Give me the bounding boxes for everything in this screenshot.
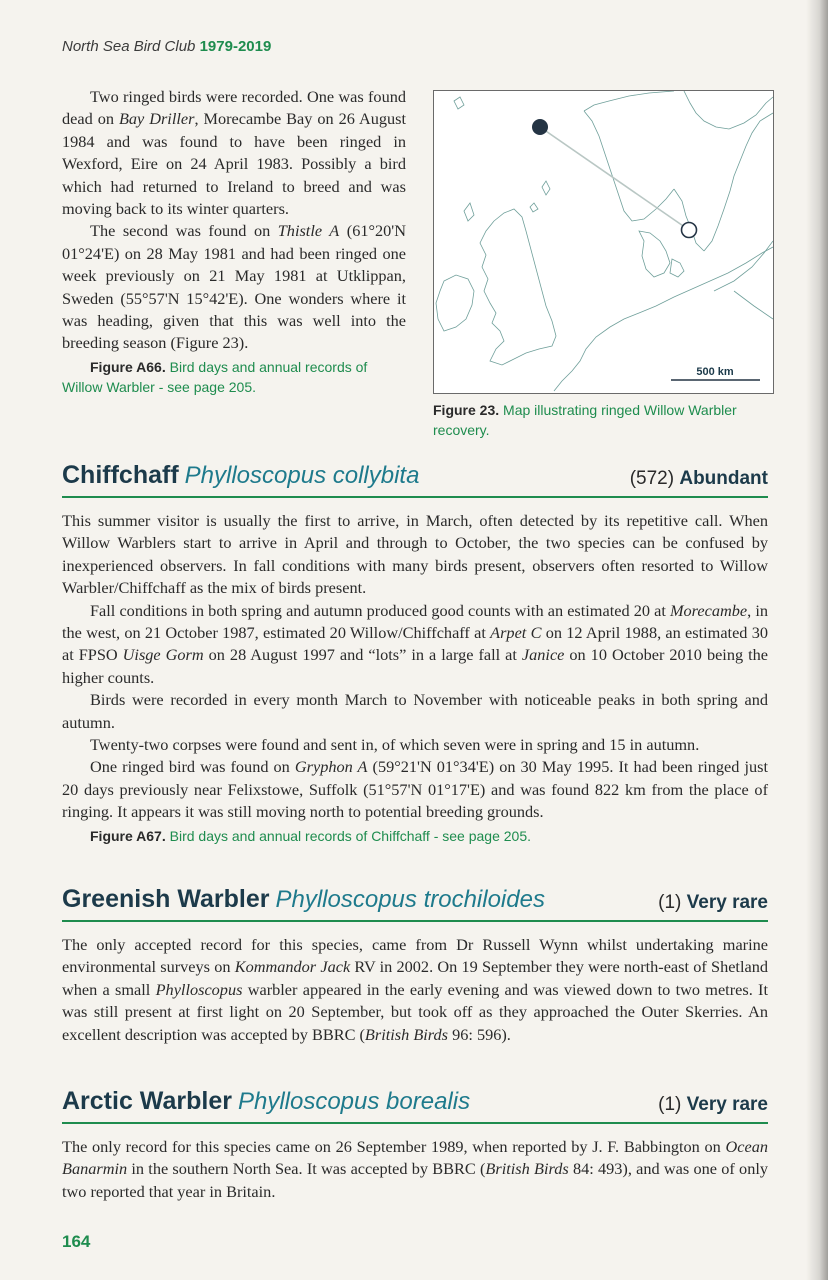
- text-run: Fall conditions in both spring and autumn produced good counts with an estimated 20 at: [90, 600, 670, 620]
- text-run: The only record for this species came on 26 September 1989, when reported by J. F. Babbington on: [62, 1137, 726, 1156]
- text-run: , Morecambe Bay on 26 August 1984 and was found to have been ringed in Wexford, Eire on 24 April 1983. Possibly a bird which had returned to Ireland to breed and was moving back to its winter quarters.: [62, 109, 406, 219]
- species-heading: [62, 456, 768, 498]
- species-body: [62, 934, 768, 1046]
- species-entry-greenish-warbler: [62, 880, 768, 1046]
- status-word: Very rare: [686, 892, 768, 913]
- text-run: warbler appeared in the early evening and was viewed down to two metres. It was still present at first light on 20 September, but took off as they approached the Outer Skerries. An excellent description was accepted by BBRC (: [62, 979, 768, 1044]
- figure-23-caption: [433, 400, 783, 440]
- text-run-italic: Thistle A: [277, 221, 340, 241]
- common-name: Greenish Warbler: [62, 885, 270, 913]
- scale-bar-label: 500 km: [696, 366, 734, 378]
- intro-paragraph-1: [62, 86, 406, 220]
- species-name: [62, 1087, 470, 1116]
- text-run-italic: Bay Driller: [118, 109, 195, 129]
- text-run-italic: Ocean Banarmin: [62, 1137, 768, 1179]
- ringing-site-marker: [682, 223, 697, 238]
- species-status: [630, 468, 768, 490]
- common-name: Chiffchaff: [62, 461, 179, 489]
- text-run: 84: 493), and was one of only two reported that year in Britain.: [62, 1159, 769, 1201]
- paragraph: [62, 756, 768, 823]
- text-run: One ringed bird was found on: [90, 757, 295, 777]
- text-run: The second was found on: [90, 221, 278, 241]
- status-word: Abundant: [679, 468, 768, 489]
- page-number: 164: [62, 1232, 91, 1251]
- species-body: [62, 1136, 768, 1203]
- running-head: [62, 38, 271, 55]
- recovery-site-marker: [532, 119, 548, 135]
- figure-a66-caption: [62, 357, 406, 397]
- text-run: (59°21'N 01°34'E) on 30 May 1995. It had been ringed just 20 days previously near Felixstowe, Suffolk (51°57'N 01°17'E) and was found 822 km from the place of ringing. It appears it was still moving north to potential breeding grounds.: [62, 757, 768, 822]
- map-svg: [434, 91, 773, 393]
- paragraph: Twenty-two corpses were found and sent in, of which seven were in spring and 15 in autumn.: [90, 735, 700, 755]
- page-gutter-shadow: [806, 0, 828, 1280]
- species-name: [62, 885, 545, 914]
- caption-text: Bird days and annual records of Willow Warbler - see page 205.: [62, 358, 368, 395]
- text-run-italic: Phylloscopus: [155, 979, 243, 999]
- text-run-italic: Kommandor Jack: [234, 957, 351, 977]
- text-run: RV in 2002. On 19 September they were north-east of Shetland when a small: [62, 957, 768, 999]
- species-status: [658, 1094, 768, 1116]
- status-word: Very rare: [686, 1094, 768, 1115]
- record-count: (1): [658, 892, 682, 913]
- caption-label: Figure A67.: [90, 827, 166, 844]
- intro-paragraph-2: [62, 220, 406, 354]
- text-run: 96: 596).: [448, 1024, 511, 1044]
- caption-label: Figure 23.: [433, 402, 500, 418]
- text-run: , in the west, on 21 October 1987, estimated 20 Willow/Chiffchaff at: [62, 600, 768, 643]
- text-run-italic: Morecambe: [669, 600, 748, 620]
- text-run: on 28 August 1997 and “lots” in a large fall at: [203, 645, 522, 665]
- text-run: in the southern North Sea. It was accepted by BBRC (: [127, 1159, 486, 1179]
- text-run-italic: Janice: [521, 645, 565, 665]
- text-run-italic: Uisge Gorm: [122, 645, 204, 665]
- record-count: (1): [658, 1094, 682, 1115]
- text-run-italic: Gryphon A: [294, 757, 368, 777]
- species-entry-chiffchaff: [62, 456, 768, 846]
- caption-text: Bird days and annual records of Chiffchaff - see page 205.: [165, 827, 532, 844]
- paragraph: [62, 600, 768, 690]
- record-count: (572): [629, 468, 675, 489]
- paragraph: [62, 1136, 768, 1203]
- text-run-italic: British Birds: [364, 1024, 448, 1044]
- recovery-map: [433, 90, 774, 394]
- text-run-italic: Arpet C: [490, 623, 542, 643]
- species-status: [658, 892, 768, 914]
- figure-a67-caption: [62, 826, 768, 846]
- latin-name: Phylloscopus borealis: [237, 1088, 471, 1115]
- species-heading: [62, 1082, 768, 1124]
- text-run: The only accepted record for this species, came from Dr Russell Wynn whilst undertaking marine environmental surveys on: [62, 935, 768, 977]
- latin-name: Phylloscopus trochiloides: [275, 886, 545, 913]
- paragraph: This summer visitor is usually the first to arrive, in March, often detected by its repetitive call. When Willow Warblers start to arrive in April and through to October, the two species can be confused by inexperienced observers. In fall conditions with many birds present, observers often resorted to Willow Warbler/Chiffchaff as the mix of birds present.: [62, 511, 768, 598]
- species-name: [62, 461, 419, 490]
- running-head-title: North Sea Bird Club: [62, 38, 196, 55]
- willow-warbler-continuation: [62, 86, 406, 397]
- text-run: (61°20'N 01°24'E) on 28 May 1981 and had been ringed one week previously on 21 May 1981 at Utklippan, Sweden (55°57'N 15°42'E). One wonders where it was heading, given that this was well into the breeding season (Figure 23).: [62, 221, 406, 353]
- paragraph: [62, 934, 768, 1046]
- species-body: [62, 510, 768, 846]
- caption-label: Figure A66.: [90, 358, 166, 375]
- text-run: on 10 October 2010 being the higher counts.: [62, 645, 768, 687]
- text-run: on 12 April 1988, an estimated 30 at FPSO: [62, 623, 768, 665]
- running-head-years: 1979-2019: [199, 38, 272, 55]
- latin-name: Phylloscopus collybita: [184, 462, 420, 489]
- common-name: Arctic Warbler: [62, 1087, 232, 1115]
- species-entry-arctic-warbler: [62, 1082, 768, 1203]
- text-run: Two ringed birds were recorded. One was found dead on: [62, 87, 406, 129]
- species-heading: [62, 880, 768, 922]
- paragraph: Birds were recorded in every month March to November with noticeable peaks in both spring and autumn.: [62, 690, 768, 732]
- text-run-italic: British Birds: [485, 1159, 569, 1179]
- caption-text: Map illustrating ringed Willow Warbler recovery.: [433, 402, 737, 438]
